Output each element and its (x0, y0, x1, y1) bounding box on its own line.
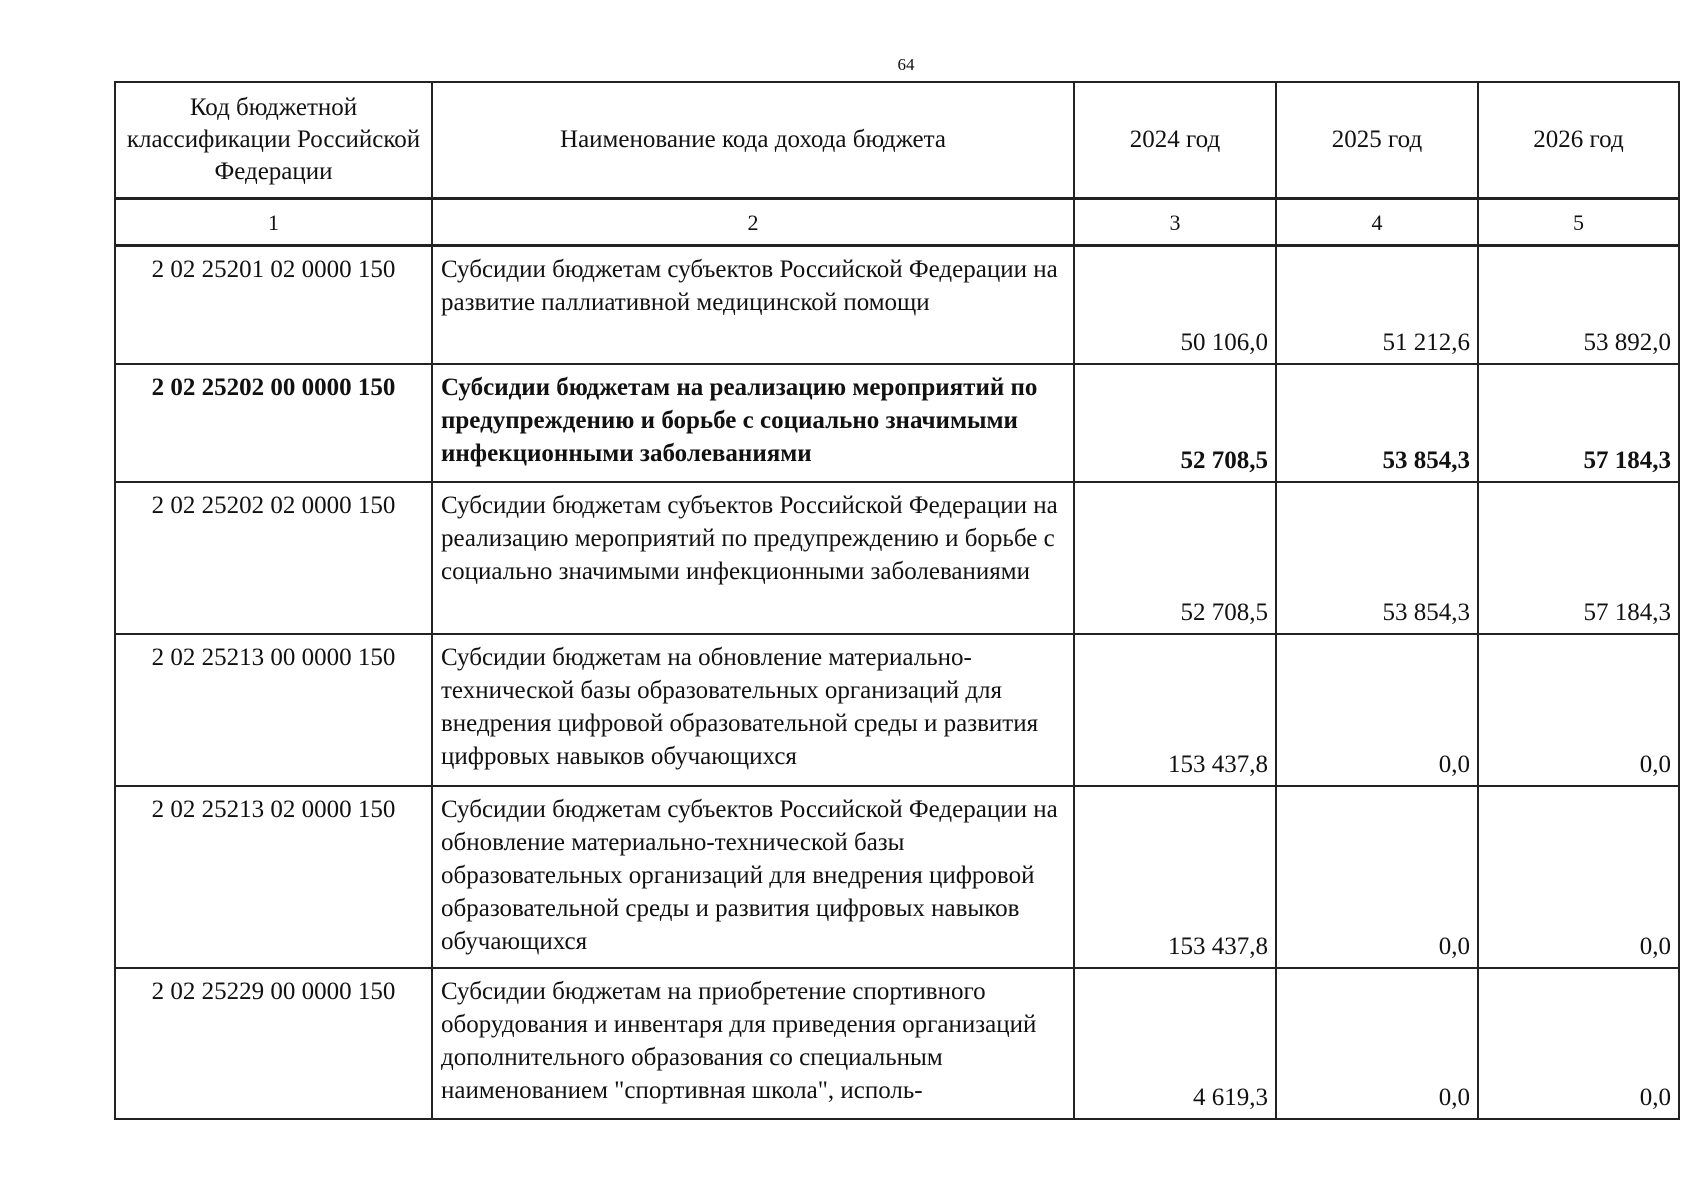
header-name: Наименование кода дохода бюджета (432, 82, 1074, 199)
row-code: 2 02 25213 00 0000 150 (115, 634, 432, 786)
row-value-2026: 57 184,3 (1478, 482, 1679, 634)
column-number: 2 (432, 199, 1074, 246)
row-value-2025: 53 854,3 (1276, 364, 1478, 482)
row-value-2024: 52 708,5 (1074, 482, 1276, 634)
row-code: 2 02 25202 00 0000 150 (115, 364, 432, 482)
row-name: Субсидии бюджетам субъектов Российской Федерации на реализацию мероприятий по предупреждению и борьбе с социально значимыми инфекционными заболеваниями (432, 482, 1074, 634)
row-code: 2 02 25201 02 0000 150 (115, 246, 432, 365)
budget-revenue-table (114, 81, 1680, 1120)
table-header-row (115, 82, 1679, 199)
table-row (115, 786, 1679, 968)
row-name: Субсидии бюджетам субъектов Российской Федерации на обновление материально-технической базы образовательных организаций для внедрения цифровой образовательной среды и развития цифровых навыков обучающихся (432, 786, 1074, 968)
row-value-2024: 52 708,5 (1074, 364, 1276, 482)
row-code: 2 02 25229 00 0000 150 (115, 968, 432, 1119)
row-value-2025: 0,0 (1276, 786, 1478, 968)
column-number: 5 (1478, 199, 1679, 246)
column-number-row (115, 199, 1679, 246)
row-name: Субсидии бюджетам на реализацию мероприятий по предупреждению и борьбе с социально значимыми инфекционными заболеваниями (432, 364, 1074, 482)
table-row (115, 482, 1679, 634)
table-row (115, 634, 1679, 786)
row-value-2025: 0,0 (1276, 634, 1478, 786)
row-name: Субсидии бюджетам на обновление материально-технической базы образовательных организаций для внедрения цифровой образовательной среды и развития цифровых навыков обучающихся (432, 634, 1074, 786)
row-code: 2 02 25213 02 0000 150 (115, 786, 432, 968)
header-code: Код бюджетной классификации Российской Федерации (115, 82, 432, 199)
column-number: 4 (1276, 199, 1478, 246)
page-number: 64 (897, 55, 915, 74)
column-number: 3 (1074, 199, 1276, 246)
row-value-2025: 51 212,6 (1276, 246, 1478, 365)
row-value-2026: 0,0 (1478, 786, 1679, 968)
row-value-2026: 57 184,3 (1478, 364, 1679, 482)
row-code: 2 02 25202 02 0000 150 (115, 482, 432, 634)
row-value-2025: 53 854,3 (1276, 482, 1478, 634)
header-2025: 2025 год (1276, 82, 1478, 199)
row-value-2024: 153 437,8 (1074, 786, 1276, 968)
row-name: Субсидии бюджетам на приобретение спортивного оборудования и инвентаря для приведения организаций дополнительного образования со специальным наименованием "спортивная школа", исполь- (432, 968, 1074, 1119)
header-2026: 2026 год (1478, 82, 1679, 199)
row-value-2025: 0,0 (1276, 968, 1478, 1119)
row-value-2024: 4 619,3 (1074, 968, 1276, 1119)
row-value-2026: 0,0 (1478, 968, 1679, 1119)
row-name: Субсидии бюджетам субъектов Российской Федерации на развитие паллиативной медицинской помощи (432, 246, 1074, 365)
row-value-2026: 53 892,0 (1478, 246, 1679, 365)
table-row (115, 968, 1679, 1119)
table-row (115, 246, 1679, 365)
row-value-2026: 0,0 (1478, 634, 1679, 786)
row-value-2024: 153 437,8 (1074, 634, 1276, 786)
column-number: 1 (115, 199, 432, 246)
row-value-2024: 50 106,0 (1074, 246, 1276, 365)
header-2024: 2024 год (1074, 82, 1276, 199)
table-row (115, 364, 1679, 482)
